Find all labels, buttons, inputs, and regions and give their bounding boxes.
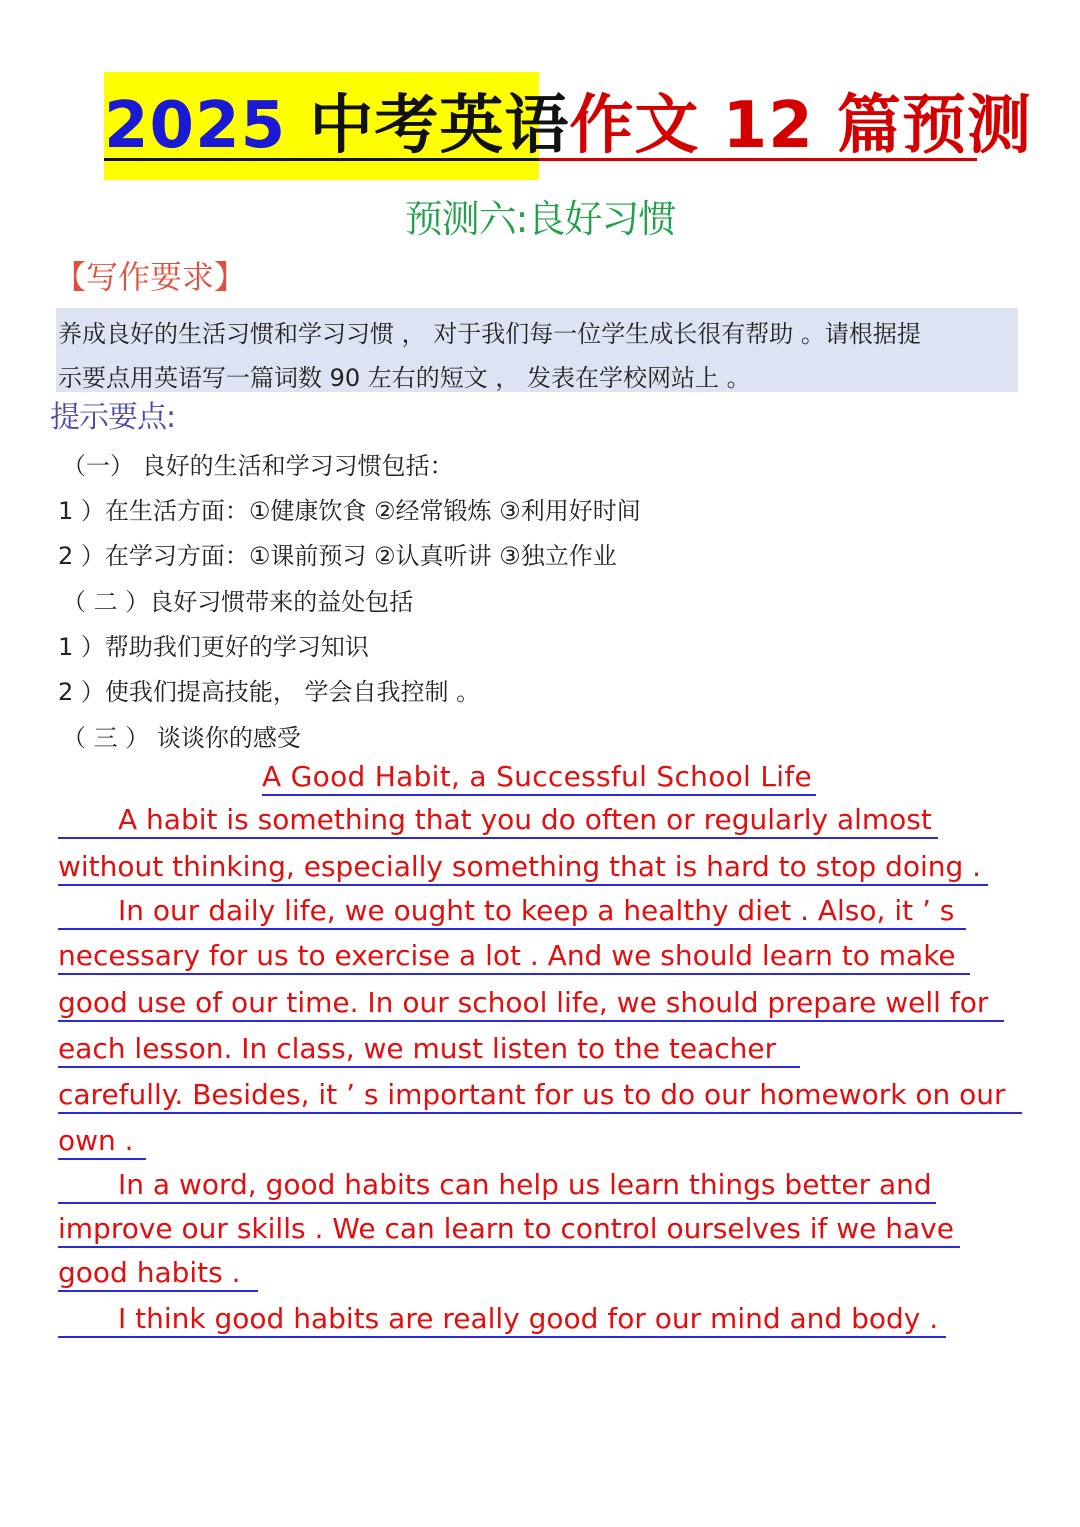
essay-line: In our daily life, we ought to keep a healthy diet . Also, it ’ s <box>58 894 966 930</box>
essay-line: own . <box>58 1124 146 1160</box>
requirement-line: 示要点用英语写一篇词数 90 左右的短文 ， 发表在学校网站上 。 <box>58 364 751 392</box>
point-item: （一） 良好的生活和学习习惯包括： <box>62 452 454 480</box>
essay-title: A Good Habit, a Successful School Life <box>262 760 816 796</box>
essay-line: good use of our time. In our school life, we should prepare well for <box>58 986 1004 1022</box>
essay-line: carefully. Besides, it ’ s important for us to do our homework on our <box>58 1078 1022 1114</box>
essay-line: necessary for us to exercise a lot . And we should learn to make <box>58 939 970 975</box>
point-item: 2 ）在学习方面：①课前预习 ②认真听讲 ③独立作业 <box>58 542 617 570</box>
essay-line: A habit is something that you do often or regularly almost <box>58 803 938 839</box>
title-part-black: 中考英语 <box>286 89 570 163</box>
title-part-red: 作文 12 篇预测 <box>569 89 1033 163</box>
essay-line: improve our skills . We can learn to control ourselves if we have <box>58 1212 960 1248</box>
essay-line: each lesson. In class, we must listen to the teacher <box>58 1032 800 1068</box>
point-item: 1 ）帮助我们更好的学习知识 <box>58 633 369 661</box>
requirement-line: 养成良好的生活习惯和学习习惯 ， 对于我们每一位学生成长很有帮助 。请根据提 <box>58 320 921 348</box>
title-year: 2025 <box>104 89 287 163</box>
essay-line: without thinking, especially something that is hard to stop doing . <box>58 850 988 886</box>
essay-line: good habits . <box>58 1256 258 1292</box>
point-item: 1 ）在生活方面：①健康饮食 ②经常锻炼 ③利用好时间 <box>58 497 641 525</box>
essay-line: In a word, good habits can help us learn things better and <box>58 1168 936 1204</box>
point-item: （ 二 ）良好习惯带来的益处包括 <box>62 588 414 616</box>
point-item: 2 ）使我们提高技能， 学会自我控制 。 <box>58 678 481 706</box>
main-title <box>104 72 1033 180</box>
title-text <box>104 86 1032 166</box>
points-heading: 提示要点: <box>50 400 176 435</box>
requirement-heading: 【写作要求】 <box>54 258 247 296</box>
point-item: （ 三 ） 谈谈你的感受 <box>62 724 301 752</box>
subtitle: 预测六:良好习惯 <box>404 197 676 241</box>
essay-line: I think good habits are really good for our mind and body . <box>58 1302 946 1338</box>
